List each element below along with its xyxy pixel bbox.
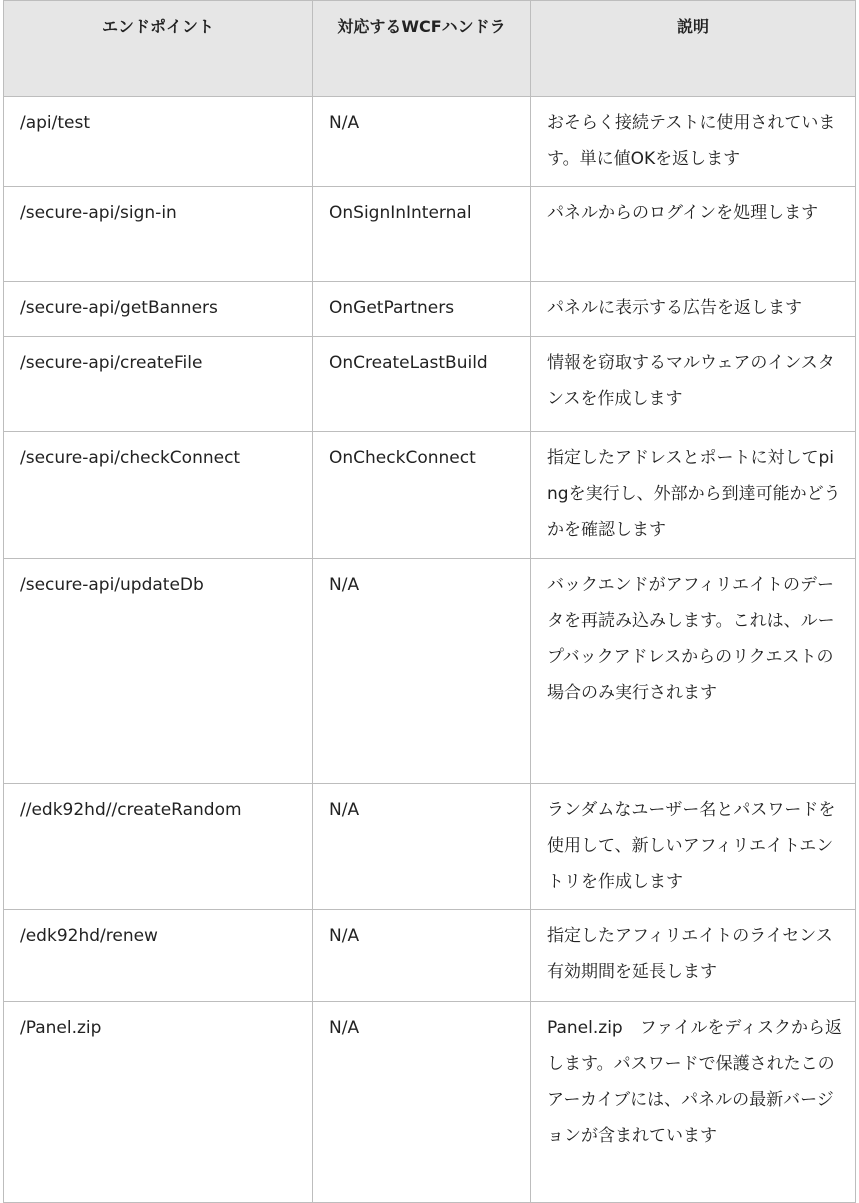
endpoint-cell: /Panel.zip [4, 1002, 313, 1203]
handler-cell: N/A [313, 559, 531, 784]
table-row [4, 337, 856, 432]
table-row [4, 784, 856, 910]
table-row [4, 910, 856, 1002]
table-header-row [4, 1, 856, 97]
endpoint-cell: //edk92hd//createRandom [4, 784, 313, 910]
table-row [4, 432, 856, 559]
header-description: 説明 [531, 1, 856, 97]
handler-cell: N/A [313, 784, 531, 910]
header-endpoint: エンドポイント [4, 1, 313, 97]
endpoints-table [3, 0, 856, 1203]
endpoint-cell: /edk92hd/renew [4, 910, 313, 1002]
table-row [4, 1002, 856, 1203]
endpoint-cell: /secure-api/sign-in [4, 187, 313, 282]
description-cell: バックエンドがアフィリエイトのデータを再読み込みします。これは、ループバックアドレスからのリクエストの場合のみ実行されます [531, 559, 856, 784]
header-wcf-handler: 対応するWCFハンドラ [313, 1, 531, 97]
handler-cell: OnGetPartners [313, 282, 531, 337]
description-cell: パネルからのログインを処理します [531, 187, 856, 282]
description-cell: Panel.zip ファイルをディスクから返します。パスワードで保護されたこのアーカイブには、パネルの最新バージョンが含まれています [531, 1002, 856, 1203]
endpoint-cell: /secure-api/checkConnect [4, 432, 313, 559]
endpoint-cell: /secure-api/createFile [4, 337, 313, 432]
description-cell: おそらく接続テストに使用されています。単に値OKを返します [531, 97, 856, 187]
handler-cell: N/A [313, 97, 531, 187]
endpoint-cell: /secure-api/updateDb [4, 559, 313, 784]
description-cell: 情報を窃取するマルウェアのインスタンスを作成します [531, 337, 856, 432]
handler-cell: OnCheckConnect [313, 432, 531, 559]
handler-cell: N/A [313, 910, 531, 1002]
description-cell: 指定したアフィリエイトのライセンス有効期間を延長します [531, 910, 856, 1002]
table-row [4, 559, 856, 784]
description-cell: ランダムなユーザー名とパスワードを使用して、新しいアフィリエイトエントリを作成します [531, 784, 856, 910]
handler-cell: OnCreateLastBuild [313, 337, 531, 432]
table-row [4, 282, 856, 337]
description-cell: 指定したアドレスとポートに対してpingを実行し、外部から到達可能かどうかを確認します [531, 432, 856, 559]
handler-cell: N/A [313, 1002, 531, 1203]
table-row [4, 187, 856, 282]
endpoint-cell: /secure-api/getBanners [4, 282, 313, 337]
table-row [4, 97, 856, 187]
handler-cell: OnSignInInternal [313, 187, 531, 282]
endpoint-cell: /api/test [4, 97, 313, 187]
description-cell: パネルに表示する広告を返します [531, 282, 856, 337]
